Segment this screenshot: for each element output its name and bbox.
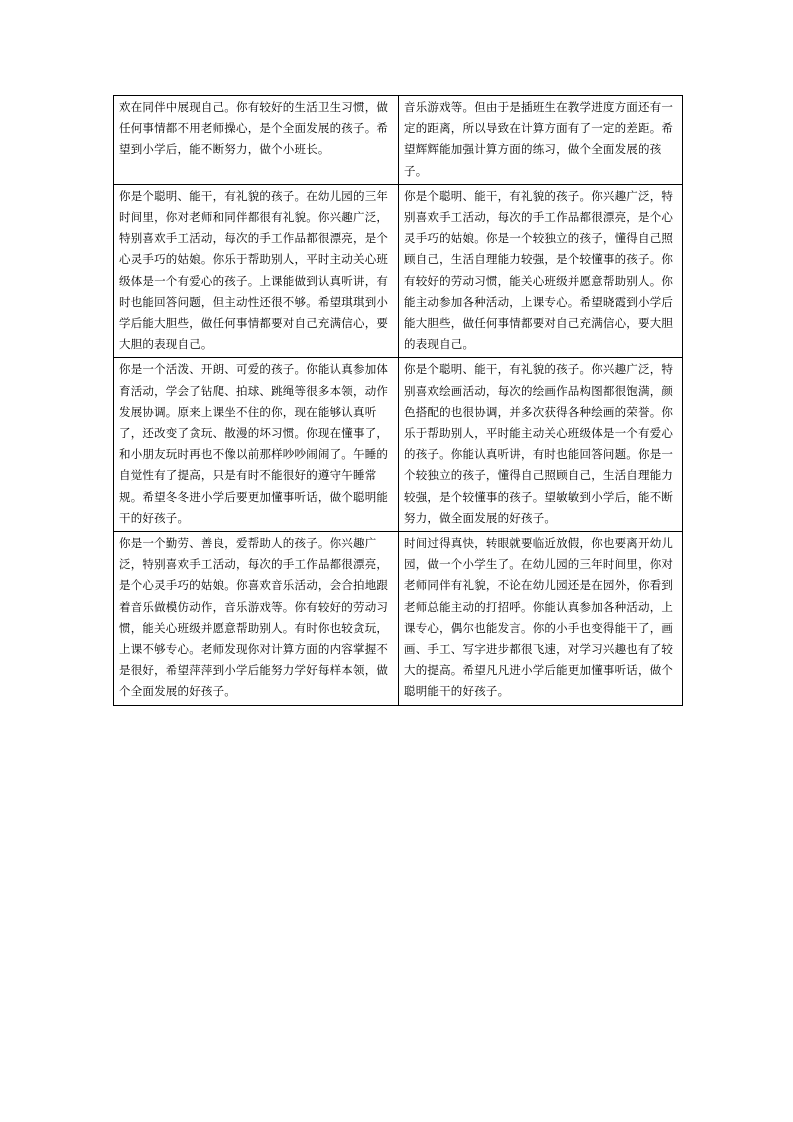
table-row — [114, 184, 683, 358]
table-row — [114, 532, 683, 706]
comments-table — [113, 95, 683, 706]
comment-cell-left: 你是一个活泼、开朗、可爱的孩子。你能认真参加体育活动，学会了钻爬、拍球、跳绳等很多本领，动作发展协调。原来上课坐不住的你，现在能够认真听了，还改变了贪玩、散漫的坏习惯。你现在懂事了，和小朋友玩时再也不像以前那样吵吵闹闹了。午睡的自觉性有了提高，只是有时不能很好的遵守午睡常规。希望冬冬进小学后要更加懂事听话，做个聪明能干的好孩子。 — [114, 358, 399, 532]
comment-cell-right: 音乐游戏等。但由于是插班生在教学进度方面还有一定的距离，所以导致在计算方面有了一定的差距。希望辉辉能加强计算方面的练习，做个全面发展的孩子。 — [399, 96, 683, 185]
comment-cell-left: 你是一个勤劳、善良，爱帮助人的孩子。你兴趣广泛，特别喜欢手工活动，每次的手工作品都很漂亮，是个心灵手巧的姑娘。你喜欢音乐活动，会合拍地跟着音乐做模仿动作，音乐游戏等。你有较好的劳动习惯，能关心班级并愿意帮助别人。有时你也较贪玩，上课不够专心。老师发现你对计算方面的内容掌握不是很好，希望萍萍到小学后能努力学好每样本领，做个全面发展的好孩子。 — [114, 532, 399, 706]
table-row — [114, 96, 683, 185]
comment-cell-left: 欢在同伴中展现自己。你有较好的生活卫生习惯，做任何事情都不用老师操心，是个全面发展的孩子。希望到小学后，能不断努力，做个小班长。 — [114, 96, 399, 185]
comment-cell-right: 时间过得真快，转眼就要临近放假，你也要离开幼儿园，做一个小学生了。在幼儿园的三年时间里，你对老师同伴有礼貌，不论在幼儿园还是在园外，你看到老师总能主动的打招呼。你能认真参加各种活动，上课专心，偶尔也能发言。你的小手也变得能干了，画画、手工、写字进步都很飞速，对学习兴趣也有了较大的提高。希望凡凡进小学后能更加懂事听话，做个聪明能干的好孩子。 — [399, 532, 683, 706]
comment-cell-right: 你是个聪明、能干，有礼貌的孩子。你兴趣广泛，特别喜欢手工活动，每次的手工作品都很漂亮，是个心灵手巧的姑娘。你是一个较独立的孩子，懂得自己照顾自己，生活自理能力较强，是个较懂事的孩子。你有较好的劳动习惯，能关心班级并愿意帮助别人。你能主动参加各种活动，上课专心。希望晓霞到小学后能大胆些，做任何事情都要对自己充满信心，要大胆的表现自己。 — [399, 184, 683, 358]
comment-cell-left: 你是个聪明、能干，有礼貌的孩子。在幼儿园的三年时间里，你对老师和同伴都很有礼貌。你兴趣广泛，特别喜欢手工活动，每次的手工作品都很漂亮，是个心灵手巧的姑娘。你乐于帮助别人，平时主动关心班级体是一个有爱心的孩子。上课能做到认真听讲，有时也能回答问题，但主动性还很不够。希望琪琪到小学后能大胆些，做任何事情都要对自己充满信心，要大胆的表现自己。 — [114, 184, 399, 358]
table-row — [114, 358, 683, 532]
comment-cell-right: 你是个聪明、能干，有礼貌的孩子。你兴趣广泛，特别喜欢绘画活动，每次的绘画作品构图都很饱满，颜色搭配的也很协调，并多次获得各种绘画的荣誉。你乐于帮助别人，平时能主动关心班级体是一个有爱心的孩子。你能认真听讲，有时也能回答问题。你是一个较独立的孩子，懂得自己照顾自己，生活自理能力较强，是个较懂事的孩子。望敏敏到小学后，能不断努力，做全面发展的好孩子。 — [399, 358, 683, 532]
